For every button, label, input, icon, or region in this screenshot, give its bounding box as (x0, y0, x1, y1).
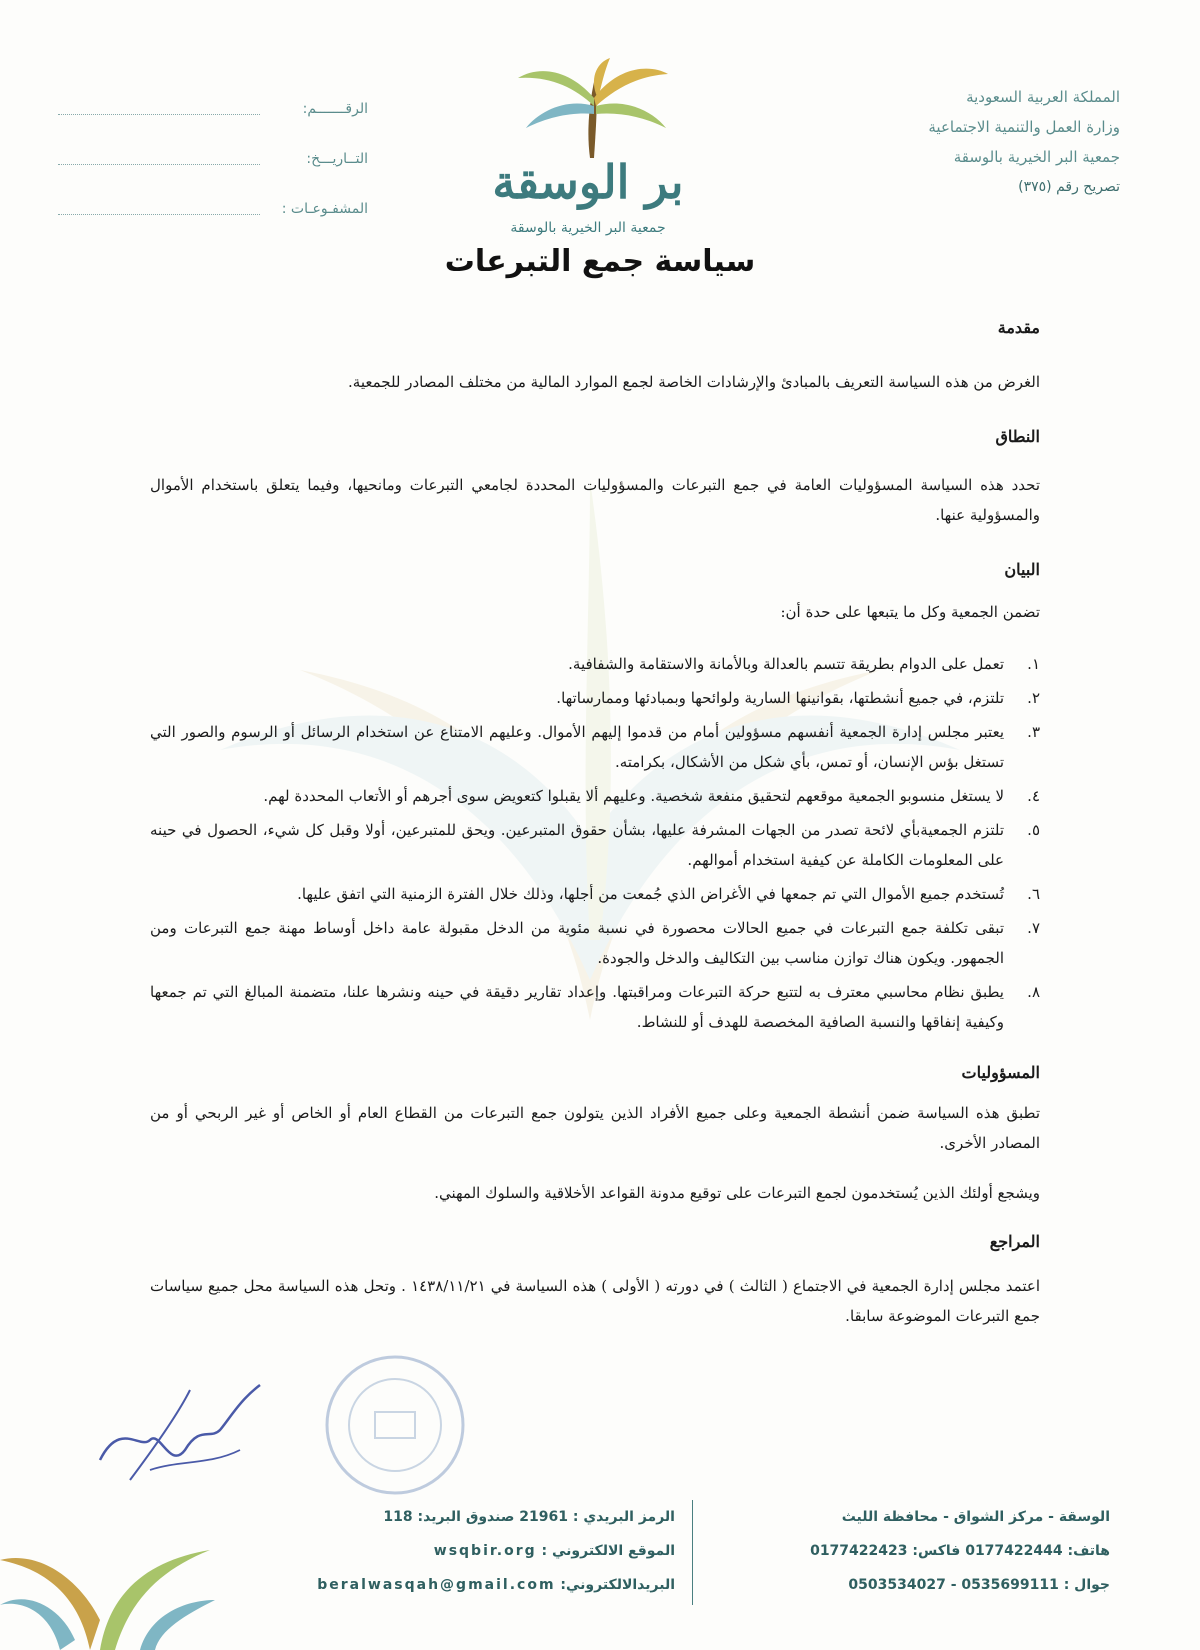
list-item-number: ٧. (1027, 919, 1040, 937)
attachments-dotted-line (58, 204, 260, 215)
scope-heading: النطاق (995, 427, 1040, 446)
list-item (150, 913, 1040, 973)
list-item-text: لا يستغل منسوبو الجمعية موقعهم لتحقيق منفعة شخصية. وعليهم ألا يقبلوا كتعويض سوى أجرهم أو الأتعاب المحددة لهم. (263, 787, 1004, 805)
number-label: الرقـــــــم: (302, 101, 368, 117)
signature-icon (90, 1380, 270, 1490)
attachments-label: المشفـوعـات : (281, 201, 368, 217)
number-field (58, 84, 368, 134)
ministry-line: وزارة العمل والتنمية الاجتماعية (928, 118, 1120, 136)
list-item (150, 683, 1040, 713)
association-logo (478, 58, 698, 238)
date-field (58, 134, 368, 184)
list-item-text: يعتبر مجلس إدارة الجمعية أنفسهم مسؤولين أمام من قدموا إليهم الأموال. وعليهم الامتناع عن استخدام الرسائل أو الرسوم والصور التي تستغل بؤس الإنسان، أو تمس، بأي شكل من الأشكال، بكرامته. (150, 723, 1004, 771)
number-dotted-line (58, 104, 260, 115)
list-item (150, 879, 1040, 909)
statement-lead: تضمن الجمعية وكل ما يتبعها على حدة أن: (780, 603, 1040, 621)
footer-email: البريدالالكتروني: beralwasqah@gmail.com (317, 1577, 675, 1593)
list-item-number: ٨. (1027, 983, 1040, 1001)
list-item-text: يطبق نظام محاسبي معترف به لتتبع حركة التبرعات ومراقبتها. وإعداد تقارير دقيقة في حينه ونشرها علنا، متضمنة المبالغ التي تم جمعها وكيفية إنفاقها والنسبة الصافية المخصصة للهدف أو للنشاط. (150, 983, 1004, 1031)
footer-address: الوسقة - مركز الشواق - محافظة الليث (841, 1509, 1110, 1525)
list-item-number: ٦. (1027, 885, 1040, 903)
list-item-number: ٢. (1027, 689, 1040, 707)
responsibilities-paragraph-2: ويشجع أولئك الذين يُستخدمون لجمع التبرعات على توقيع مدونة القواعد الأخلاقية والسلوك المهني. (434, 1184, 1040, 1202)
scope-paragraph: تحدد هذه السياسة المسؤوليات العامة في جمع التبرعات والمسؤوليات المحددة لجامعي التبرعات ومانحيها، وفيما يتعلق باستخدام الأموال والمسؤولية عنها. (150, 476, 1040, 524)
attachments-field (58, 184, 368, 234)
list-item (150, 815, 1040, 875)
statement-heading: البيان (1004, 560, 1040, 579)
list-item-number: ٣. (1027, 723, 1040, 741)
list-item (150, 781, 1040, 811)
footer-contact-left (255, 1500, 675, 1602)
responsibilities-heading: المسؤوليات (961, 1063, 1040, 1082)
document-body (150, 318, 1040, 1331)
palm-decoration-icon (0, 1480, 220, 1650)
responsibilities-paragraph-1: تطبق هذه السياسة ضمن أنشطة الجمعية وعلى جميع الأفراد الذين يتولون جمع التبرعات من القطاع العام أو الخاص أو غير الربحي أو من المصادر الأخرى. (150, 1104, 1040, 1152)
footer-website: الموقع الالكتروني : wsqbir.org (433, 1543, 675, 1559)
references-paragraph: اعتمد مجلس إدارة الجمعية في الاجتماع ( الثالث ) في دورته ( الأولى ) هذه السياسة في ١٤٣٨/١١/٢١ . وتحل هذه السياسة محل جميع سياسات جمع التبرعات الموضوعة سابقا. (150, 1277, 1040, 1325)
footer-postal: الرمز البريدي : 21961 صندوق البريد: 118 (383, 1509, 675, 1525)
logo-text: بر الوسقة (492, 155, 684, 209)
intro-paragraph: الغرض من هذه السياسة التعريف بالمبادئ والإرشادات الخاصة لجمع الموارد المالية من مختلف المصادر للجمعية. (348, 373, 1040, 391)
references-heading: المراجع (989, 1232, 1040, 1251)
palm-icon (518, 58, 668, 158)
country-line: المملكة العربية السعودية (966, 88, 1120, 106)
permit-number: تصريح رقم (٣٧٥) (1018, 179, 1120, 195)
list-item-number: ٥. (1027, 821, 1040, 839)
footer-phone-fax: هاتف: 0177422444 فاكس: 0177422423 (810, 1543, 1110, 1559)
association-line: جمعية البر الخيرية بالوسقة (953, 148, 1120, 166)
list-item-text: تبقى تكلفة جمع التبرعات في جميع الحالات محصورة في نسبة مئوية من الدخل مقبولة عامة داخل أوساط مهنة جمع التبرعات ومن الجمهور. ويكون هناك توازن مناسب بين التكاليف والدخل والجودة. (150, 919, 1004, 967)
list-item-text: تُستخدم جميع الأموال التي تم جمعها في الأغراض الذي جُمعت من أجلها، وذلك خلال الفترة الزمنية التي اتفق عليها. (297, 885, 1004, 903)
list-item-text: تلتزم، في جميع أنشطتها، بقوانينها السارية ولوائحها وبمبادئها وممارساتها. (556, 689, 1004, 707)
organization-header (790, 82, 1120, 202)
list-item-text: تعمل على الدوام بطريقة تتسم بالعدالة وبالأمانة والاستقامة والشفافية. (568, 655, 1004, 673)
list-item (150, 717, 1040, 777)
reference-fields (58, 84, 368, 234)
list-item-number: ٤. (1027, 787, 1040, 805)
logo-subtitle: جمعية البر الخيرية بالوسقة (510, 220, 666, 236)
list-item-text: تلتزم الجمعيةبأي لائحة تصدر من الجهات المشرفة عليها، بشأن حقوق المتبرعين. ويحق للمتبرعين، أولا وقبل كل شيء، الحصول في حينه على المعلومات الكاملة عن كيفية استخدام أموالهم. (150, 821, 1004, 869)
date-label: التــاريـــخ: (306, 151, 368, 167)
intro-heading: مقدمة (997, 318, 1040, 337)
official-stamp-icon (320, 1350, 470, 1500)
statement-list (150, 649, 1040, 1037)
list-item (150, 977, 1040, 1037)
list-item (150, 649, 1040, 679)
footer-contact-right (690, 1500, 1110, 1602)
date-dotted-line (58, 154, 260, 165)
list-item-number: ١. (1027, 655, 1040, 673)
footer-mobile: جوال : 0535699111 - 0503534027 (848, 1577, 1110, 1593)
page-title: سياسة جمع التبرعات (444, 244, 756, 279)
